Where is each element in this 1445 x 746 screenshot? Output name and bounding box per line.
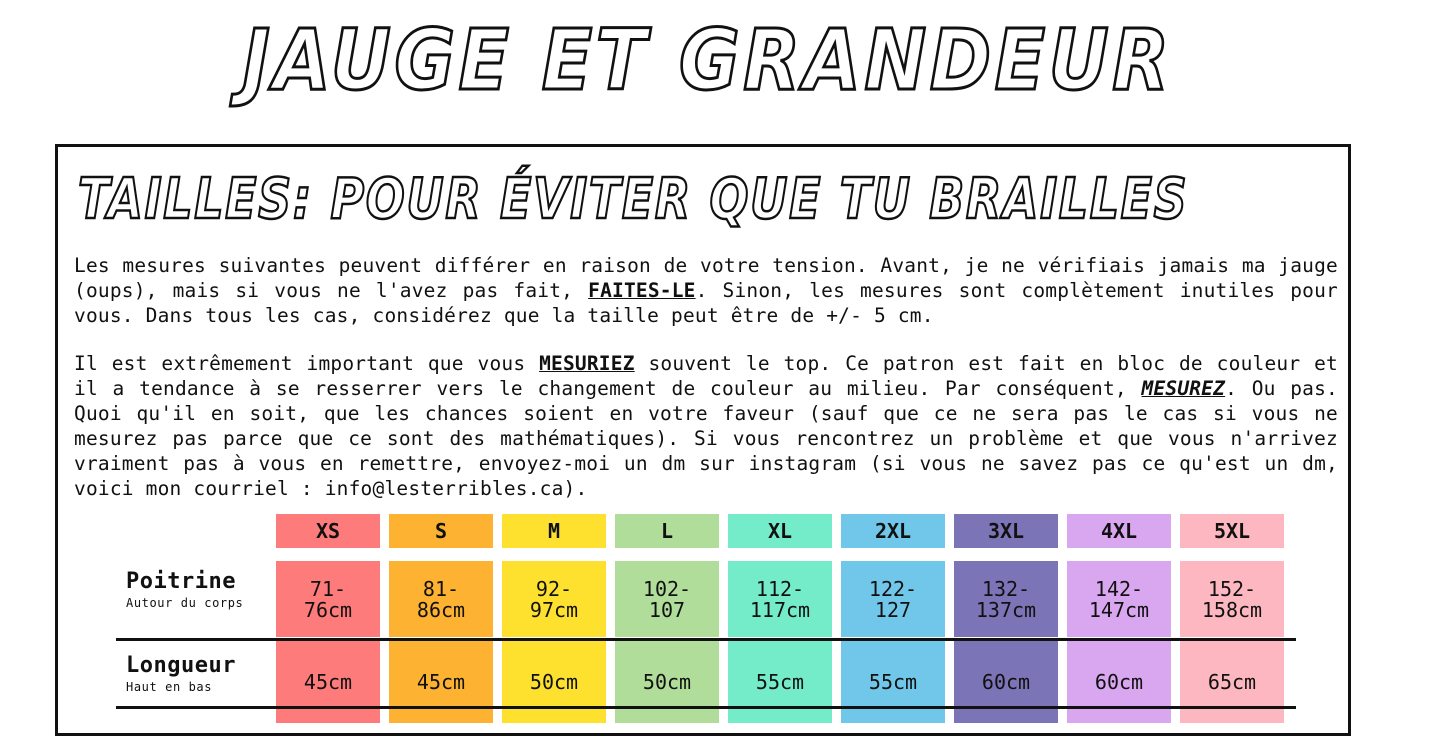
size-header: L xyxy=(615,514,719,548)
length-measure: 55cm xyxy=(841,641,945,723)
measure-text-2: souvent le top. Ce patron est fait en bloc de couleur et il a tendance à se resserrer vers le changement de couleur au milieu. Par conséquent, xyxy=(74,352,1338,400)
chest-measure: 122- 127 xyxy=(841,561,945,637)
row-divider xyxy=(116,706,1296,709)
size-header: XL xyxy=(728,514,832,548)
row-label-length-title: Longueur xyxy=(126,653,236,678)
chest-measure: 71- 76cm xyxy=(276,561,380,637)
length-measure: 50cm xyxy=(502,641,606,723)
chest-measure: 142- 147cm xyxy=(1067,561,1171,637)
chest-measure: 132- 137cm xyxy=(954,561,1058,637)
measure-emphasis-1: MESURIEZ xyxy=(539,352,635,375)
measure-text-3: . Ou pas. Quoi qu'il en soit, que les chances soient en votre faveur (sauf que ce ne sera pas le cas si vous ne mesurez pas parce que ce sont des mathématiques). Si vous rencontrez un problème et que vous n'arrivez vraiment pas à vous en remettre, envoyez-moi un dm sur instagram (si vous ne savez pas ce qu'est un dm, voici mon courriel : info@lesterribles.ca). xyxy=(74,377,1338,500)
length-measure: 60cm xyxy=(1067,641,1171,723)
chest-measure: 92- 97cm xyxy=(502,561,606,637)
page-title: JAUGE ET GRANDEUR xyxy=(242,11,1173,109)
measure-paragraph xyxy=(74,351,1338,501)
size-header: 5XL xyxy=(1180,514,1284,548)
gauge-text-2: . Sinon, les mesures sont complètement inutiles pour vous. Dans tous les cas, considérez que la taille peut être de +/- 5 cm. xyxy=(74,279,1338,327)
row-label-chest-title: Poitrine xyxy=(126,569,236,594)
row-label-chest-sub: Autour du corps xyxy=(126,596,244,610)
section-title: TAILLES: POUR ÉVITER QUE TU BRAILLES xyxy=(78,167,1189,232)
measure-emphasis-2: MESUREZ xyxy=(1141,377,1226,400)
length-measure: 55cm xyxy=(728,641,832,723)
size-header: M xyxy=(502,514,606,548)
length-measure: 60cm xyxy=(954,641,1058,723)
measure-text-1: Il est extrêmement important que vous xyxy=(74,352,540,375)
length-measure: 45cm xyxy=(276,641,380,723)
chest-measure: 152- 158cm xyxy=(1180,561,1284,637)
chest-measure: 112- 117cm xyxy=(728,561,832,637)
length-measure: 65cm xyxy=(1180,641,1284,723)
gauge-text-1: Les mesures suivantes peuvent différer en raison de votre tension. Avant, je ne vérifiais jamais ma jauge (oups), mais si vous ne l'avez pas fait, xyxy=(74,254,1338,302)
row-label-length-sub: Haut en bas xyxy=(126,680,213,694)
length-measure: 50cm xyxy=(615,641,719,723)
row-label-length xyxy=(126,653,236,695)
row-label-chest xyxy=(126,569,243,611)
size-header: 2XL xyxy=(841,514,945,548)
size-header: 4XL xyxy=(1067,514,1171,548)
size-header: XS xyxy=(276,514,380,548)
chest-measure: 102- 107 xyxy=(615,561,719,637)
gauge-paragraph xyxy=(74,253,1338,328)
row-divider xyxy=(116,638,1296,641)
length-measure: 45cm xyxy=(389,641,493,723)
size-header: 3XL xyxy=(954,514,1058,548)
size-header: S xyxy=(389,514,493,548)
gauge-emphasis: FAITES-LE xyxy=(588,279,696,302)
chest-measure: 81- 86cm xyxy=(389,561,493,637)
